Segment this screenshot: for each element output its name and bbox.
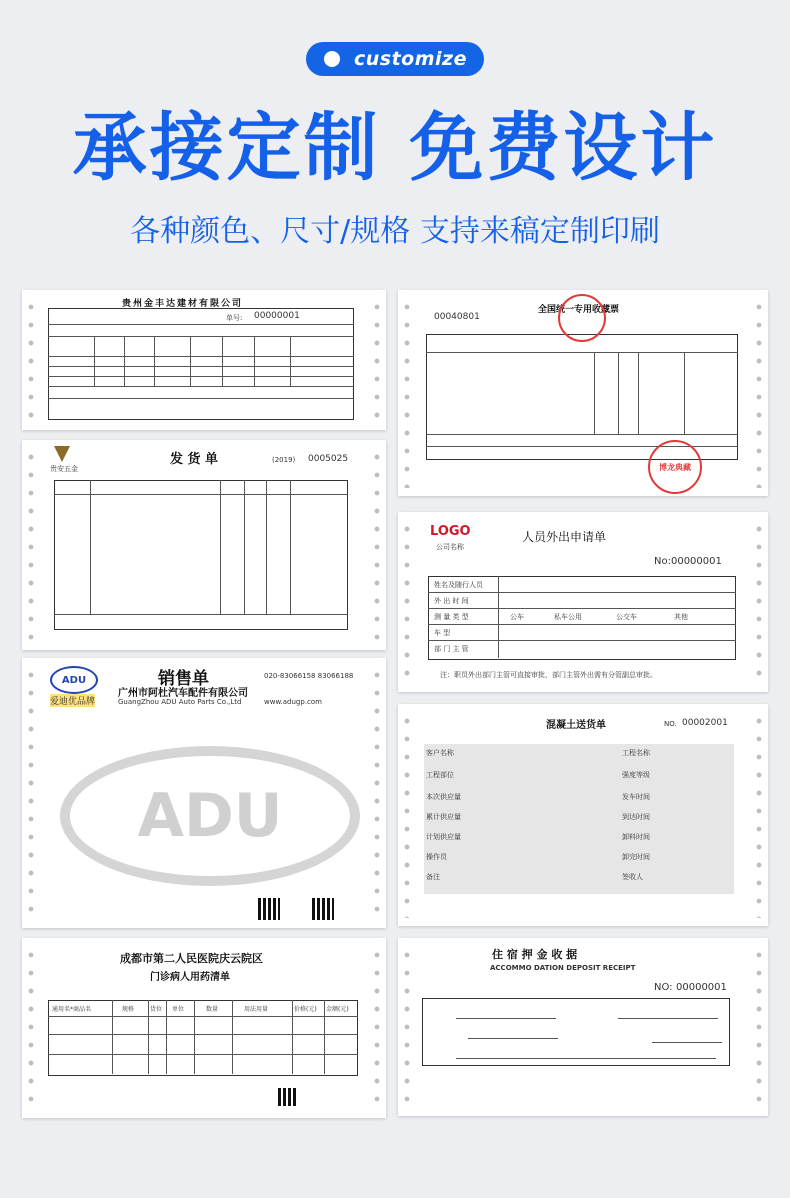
form-subtitle: 门诊病人用药清单 [150, 972, 230, 983]
sprocket-holes-left [403, 946, 411, 1108]
left-row-label: 备注 [426, 873, 440, 881]
qr-code-icon [312, 898, 334, 920]
right-row-label: 发车时间 [622, 793, 650, 801]
left-row-label: 累计供应量 [426, 813, 461, 821]
sprocket-holes-left [27, 298, 35, 422]
right-row-label: 签收人 [622, 873, 643, 881]
subline: 各种颜色、尺寸/规格 支持来稿定制印刷 [130, 214, 660, 249]
col-line [112, 1000, 113, 1074]
column-header: 数量 [206, 1006, 219, 1013]
col-line [324, 1000, 325, 1074]
row-line [48, 398, 354, 399]
sprocket-holes-right [755, 712, 763, 918]
brand-sub: 爱迪优品牌 [50, 694, 95, 707]
col-line [618, 352, 619, 434]
company-stamp: 博龙典藏 [648, 440, 702, 494]
serial-number: No:00000001 [654, 556, 722, 567]
column-header: 价格(元) [294, 1006, 317, 1013]
sprocket-holes-right [755, 946, 763, 1108]
form-grid [54, 480, 348, 630]
col-line [498, 576, 499, 658]
row-label: 姓名及随行人员 [434, 581, 483, 589]
column-header: 通用名*商品名 [52, 1006, 92, 1013]
col-line [90, 480, 91, 614]
col-line [254, 336, 255, 386]
left-row-label: 客户名称 [426, 749, 454, 757]
col-line [232, 1000, 233, 1074]
row-line [48, 386, 354, 387]
form-title: 人员外出申请单 [522, 530, 607, 544]
watermark-text: ADU [137, 781, 283, 851]
row-label: 外 出 时 间 [434, 597, 469, 605]
col-line [292, 1000, 293, 1074]
company-name: 公司名称 [436, 543, 464, 551]
col-line [220, 480, 221, 614]
serial-label: 单号: [226, 314, 243, 322]
sprocket-holes-right [373, 448, 381, 642]
note-text: 注：职员外出部门主管可直接审批，部门主管外出需有分管副总审批。 [440, 671, 657, 679]
form-invoice [398, 290, 768, 496]
serial-number: 00000001 [676, 982, 727, 993]
col-line [166, 1000, 167, 1074]
col-line [148, 1000, 149, 1074]
serial-number: 00002001 [682, 718, 728, 728]
sprocket-holes-left [27, 946, 35, 1110]
field-line [618, 1018, 718, 1019]
column-header: 规格 [122, 1006, 135, 1013]
row-line [426, 352, 738, 353]
option-label: 私车公用 [554, 613, 582, 621]
sprocket-holes-left [27, 448, 35, 642]
form-hospital [22, 938, 386, 1118]
col-line [594, 352, 595, 434]
delivery-logo-icon [54, 446, 70, 462]
headline: 承接定制 免费设计 [72, 105, 718, 191]
right-row-label: 强度等级 [622, 771, 650, 779]
left-row-label: 工程部位 [426, 771, 454, 779]
website: www.adugp.com [264, 698, 322, 706]
sprocket-holes-right [373, 946, 381, 1110]
column-header: 货位 [150, 1006, 163, 1013]
right-row-label: 卸完时间 [622, 853, 650, 861]
option-label: 其他 [674, 613, 688, 621]
row-line [54, 494, 348, 495]
sprocket-holes-left [27, 666, 35, 920]
serial-label: NO. [664, 720, 677, 728]
form-title: 发 货 单 [170, 452, 219, 467]
serial-number: 00040801 [434, 312, 480, 322]
row-line [428, 640, 736, 641]
column-header: 用法用量 [244, 1006, 269, 1013]
form-deposit [398, 938, 768, 1116]
right-row-label: 卸料时间 [622, 833, 650, 841]
serial-number: 00000001 [254, 311, 300, 321]
row-line [428, 624, 736, 625]
row-line [48, 1016, 358, 1017]
form-title: 混凝土送货单 [546, 720, 606, 731]
rows-background [424, 744, 734, 894]
company-name: 广州市阿杜汽车配件有限公司 [118, 688, 248, 699]
col-line [222, 336, 223, 386]
option-label: 公车 [510, 613, 524, 621]
col-line [190, 336, 191, 386]
field-line [456, 1058, 716, 1059]
sprocket-holes-left [403, 298, 411, 488]
row-label: 部 门 主 管 [434, 645, 469, 653]
left-row-label: 本次供应量 [426, 793, 461, 801]
option-label: 公交车 [616, 613, 637, 621]
sprocket-holes-left [403, 712, 411, 918]
logo-text: 贵安五金 [50, 465, 78, 473]
red-stamp [558, 294, 606, 342]
customize-pill [306, 42, 484, 76]
sprocket-holes-right [373, 298, 381, 422]
pill-dot [324, 51, 340, 67]
qr-code-icon [258, 898, 280, 920]
sprocket-holes-left [403, 520, 411, 684]
col-line [154, 336, 155, 386]
form-concrete [398, 704, 768, 926]
sprocket-holes-right [373, 666, 381, 920]
form-title: 销售单 [158, 669, 209, 689]
adu-logo [50, 666, 98, 694]
sprocket-holes-right [755, 298, 763, 488]
form-title-en: ACCOMMO DATION DEPOSIT RECEIPT [490, 964, 636, 972]
form-title: 全国统一专用收藏票 [538, 305, 620, 315]
adu-logo-text: ADU [61, 674, 87, 686]
row-label: 测 量 类 型 [434, 613, 469, 621]
row-line [428, 592, 736, 593]
serial-label: NO: [654, 982, 673, 993]
right-row-label: 工程名称 [622, 749, 650, 757]
field-line [456, 1018, 556, 1019]
pill-text: customize [354, 48, 467, 70]
field-line [468, 1038, 558, 1039]
row-line [48, 324, 354, 325]
sprocket-holes-right [755, 520, 763, 684]
form-title: 贵州金丰达建材有限公司 [122, 299, 244, 309]
column-header: 单位 [172, 1006, 185, 1013]
form-sales [22, 658, 386, 928]
right-row-label: 到达时间 [622, 813, 650, 821]
left-row-label: 操作员 [426, 853, 447, 861]
row-label: 车 型 [434, 629, 451, 637]
logo-placeholder: LOGO [430, 524, 471, 539]
col-line [94, 336, 95, 386]
col-line [194, 1000, 195, 1074]
company-en: GuangZhou ADU Auto Parts Co.,Ltd [118, 698, 242, 706]
col-line [290, 336, 291, 386]
field-line [652, 1042, 722, 1043]
left-row-label: 计划供应量 [426, 833, 461, 841]
row-line [428, 608, 736, 609]
form-delivery [22, 440, 386, 650]
row-line [48, 1034, 358, 1035]
serial-number: 0005025 [308, 454, 349, 464]
phone: 020-83066158 83066188 [264, 672, 354, 680]
row-line [48, 1054, 358, 1055]
form-building-materials [22, 290, 386, 430]
form-grid [422, 998, 730, 1066]
col-line [124, 336, 125, 386]
row-line [54, 614, 348, 615]
watermark-oval [60, 746, 360, 886]
year-label: (2019) [272, 456, 296, 464]
column-header: 金额(元) [326, 1006, 349, 1013]
form-title: 住 宿 押 金 收 据 [492, 948, 578, 961]
col-line [266, 480, 267, 614]
col-line [684, 352, 685, 434]
form-outing-request [398, 512, 768, 692]
col-line [638, 352, 639, 434]
qr-code-icon [278, 1088, 296, 1106]
row-line [426, 434, 738, 435]
col-line [290, 480, 291, 614]
form-title: 成都市第二人民医院庆云院区 [120, 952, 263, 965]
col-line [244, 480, 245, 614]
